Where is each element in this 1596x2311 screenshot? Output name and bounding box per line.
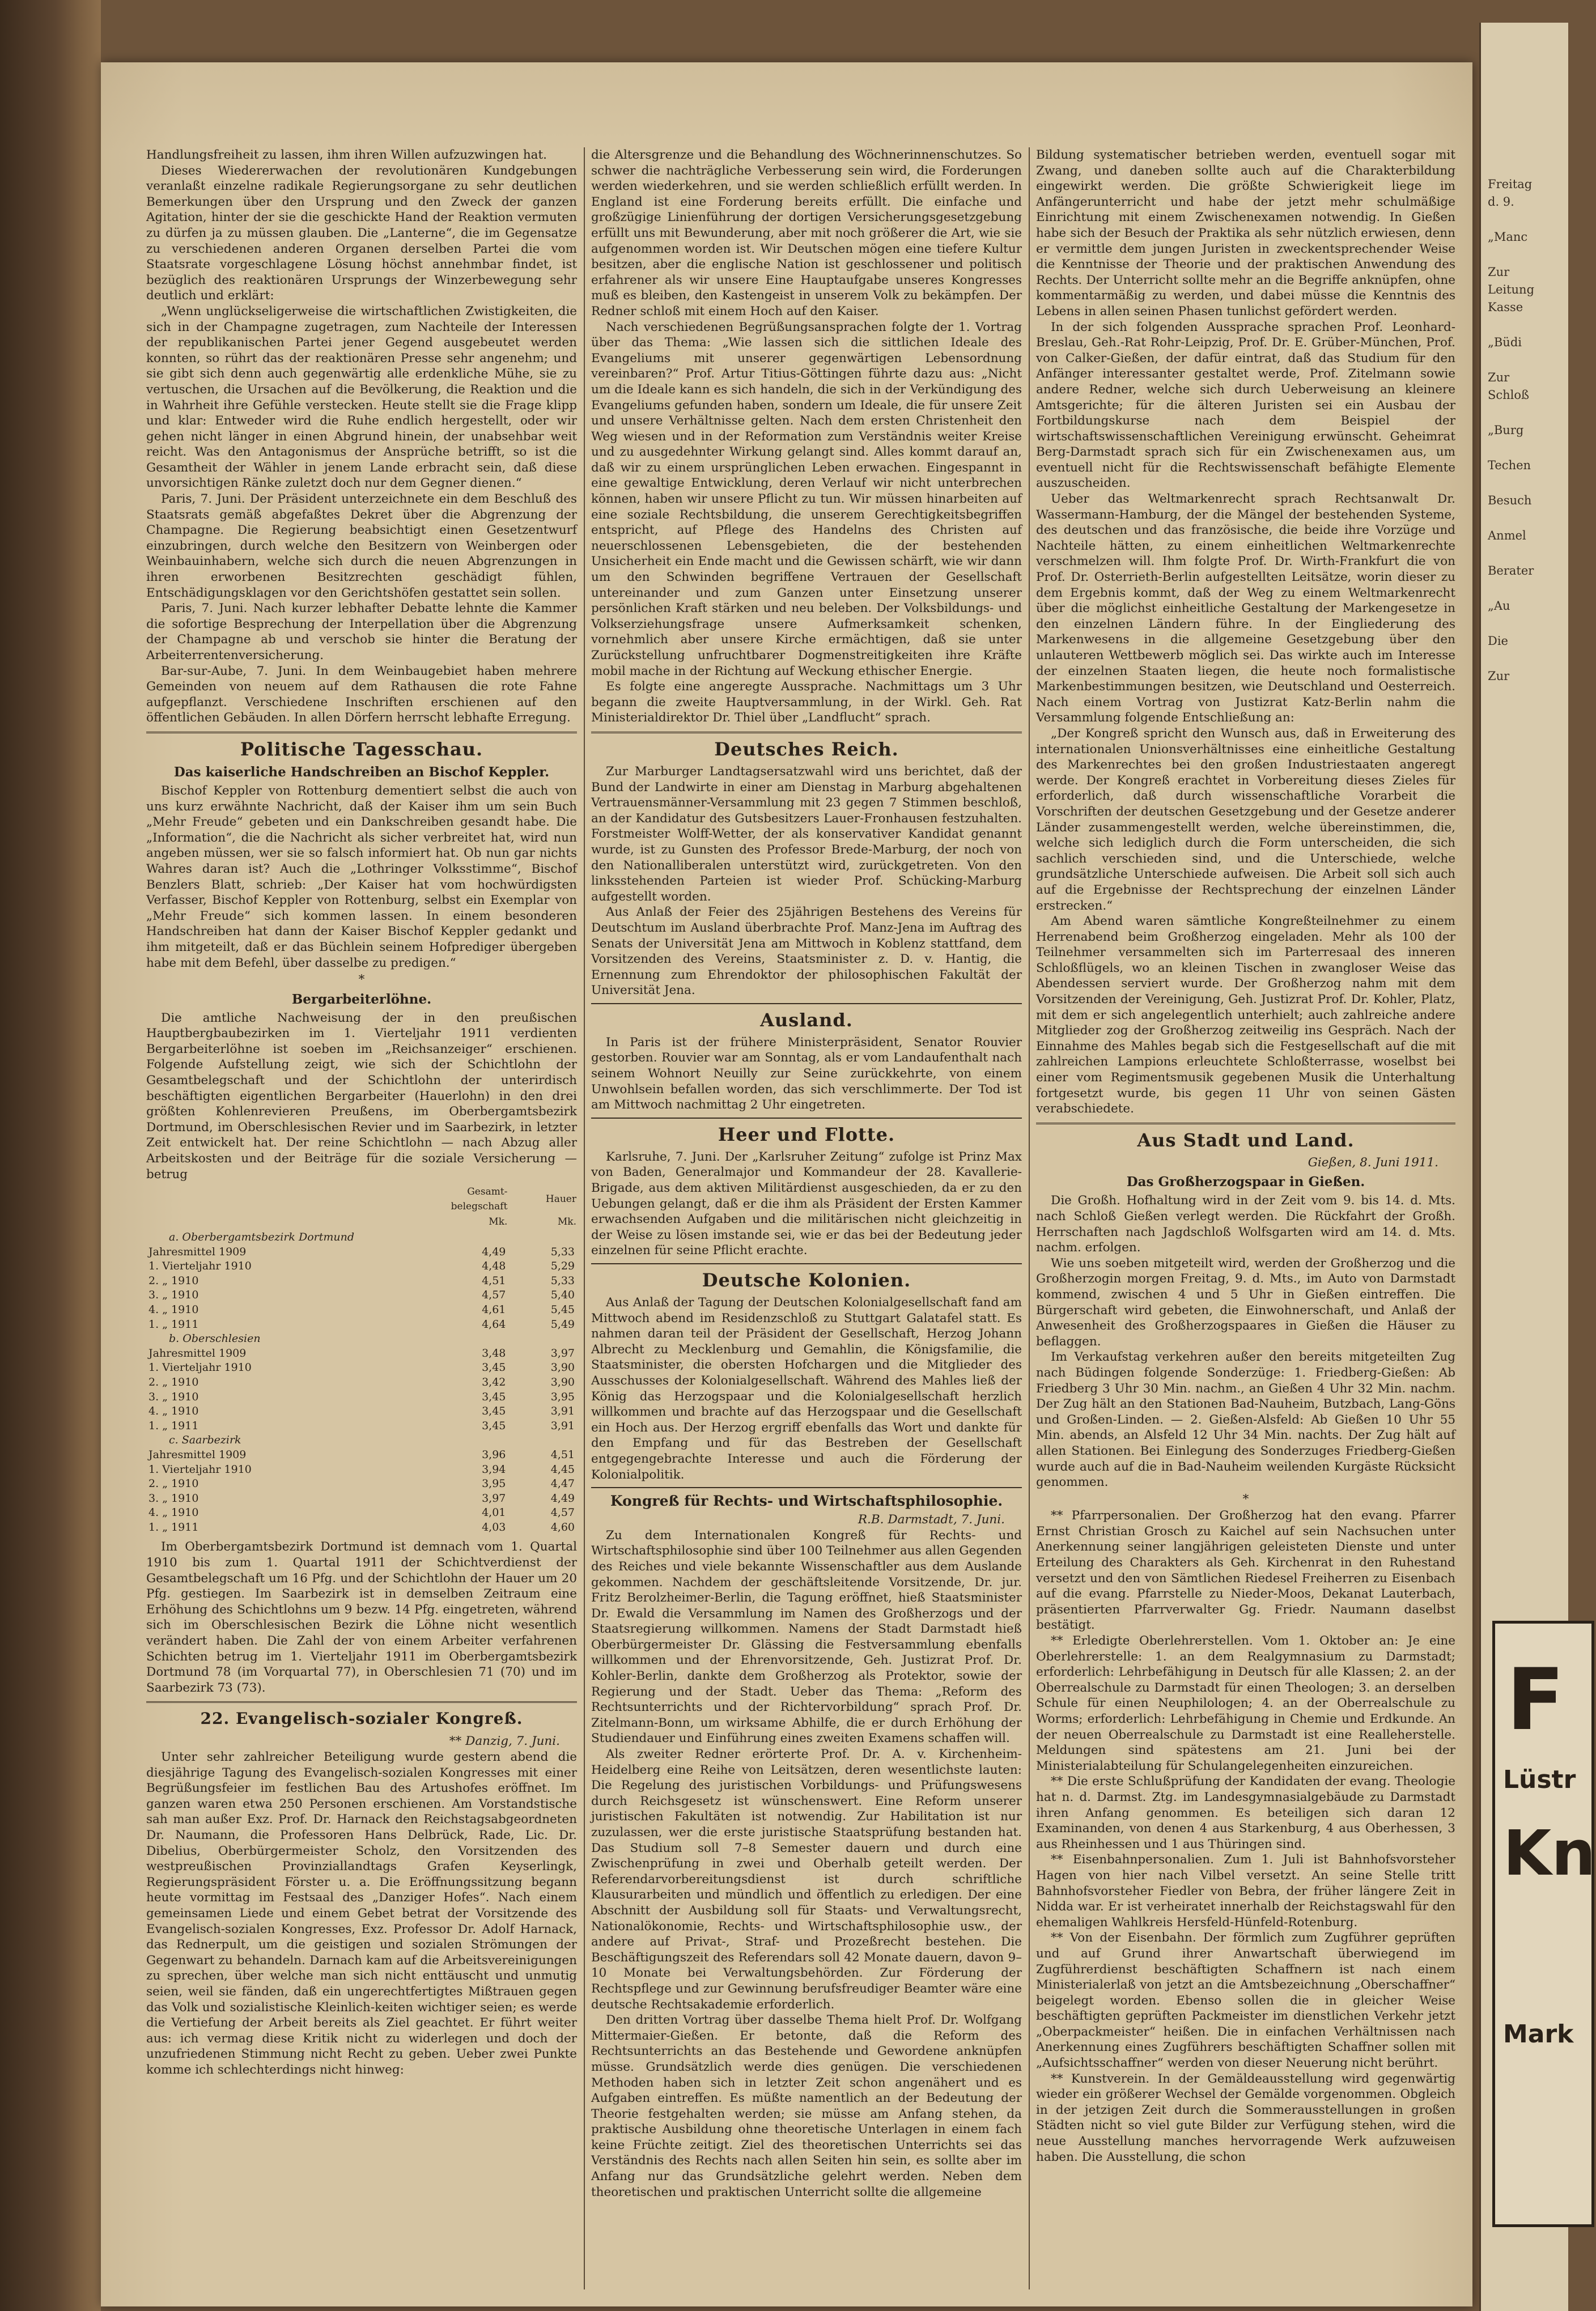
adjacent-page-fragment: [1479, 23, 1596, 2311]
column-rule: [584, 147, 585, 2289]
article-paragraph: Paris, 7. Juni. Der Präsident unterzeichnete ein dem Beschluß des Staatsrats gemäß abgefaßtes Dekret über die Abgrenzung der Champagne. Die Regierung beabsichtigt einen Gesetzentwurf einzubringen, durch welche den Besitzern von Weinbergen oder Weinbauinhabern, welche sich durch die neuen Abgrenzungen in ihren erworbenen Besitzrechten geschädigt fühlen, Entschädigungsklagen vor den Gerichtshöfen gestattet sein sollen.: [146, 492, 577, 600]
section-heading: Deutsches Reich.: [714, 738, 899, 760]
section-divider: [591, 732, 1022, 733]
table-cell: Jahresmittel 1909: [148, 1245, 247, 1258]
advertisement-text: Lüstr: [1503, 1765, 1576, 1794]
article-paragraph: In Paris ist der frühere Ministerpräsident, Senator Rouvier gestorben. Rouvier war am Sonntag, als er vom Landaufenthalt nach seinem Wohnort Neuilly zur Seine zurückkehrte, von einem Unwohlsein befallen worden, das sich verschlimmerte. Der Tod ist am Mittwoch nachmittag 2 Uhr eingetreten.: [591, 1035, 1022, 1112]
table-row: [146, 1288, 577, 1303]
table-cell: 3,45: [482, 1419, 506, 1432]
table-cell: 3,95: [482, 1477, 506, 1490]
table-cell: 3,48: [482, 1346, 506, 1360]
table-cell: 4,49: [482, 1245, 506, 1258]
table-cell: 4,61: [482, 1303, 506, 1316]
table-cell: 4,01: [482, 1506, 506, 1519]
table-section-label: c. Saarbezirk: [169, 1434, 241, 1447]
table-cell: 4,57: [482, 1289, 506, 1302]
article-paragraph: ** Eisenbahnpersonalien. Zum 1. Juli ist Bahnhofsvorsteher Hagen von hier nach Vilbel versetzt. An seine Stelle tritt Bahnhofsvorsteher Fiedler von Bebra, der früher längere Zeit in Nidda war. Er ist verheiratet innerhalb der Reichstagswahl für den ehemaligen Wahlkreis Hersfeld-Hünfeld-Rotenburg.: [1036, 1853, 1455, 1930]
article-paragraph: „Der Kongreß spricht den Wunsch aus, daß in Erweiterung des internationalen Unionsverhältnisses eine einheitliche Gestaltung des Markenrechtes bei den großen Industriestaaten angeregt werde. Der Kongreß erachtet in Vorbereitung dieses Zieles für erforderlich, daß durch wissenschaftliche Vorarbeit die Vorschriften der deutschen Gesetzgebung und der Gesetze anderer Länder zusammengestellt werden, welche übereinstimmen, die, welche sich lediglich durch die Form unterscheiden, die sich sachlich verschieden sind, und die Unterschiede, welche grundsätzliche Unterschiede aufweisen. Die Arbeit soll sich auch auf die Ergebnisse der Rechtsprechung der einzelnen Länder erstrecken.“: [1036, 726, 1455, 913]
dateline: R.B. Darmstadt, 7. Juni.: [858, 1513, 1005, 1527]
section-divider: [591, 1003, 1022, 1004]
table-row: [146, 1448, 577, 1463]
article-paragraph: Am Abend waren sämtliche Kongreßteilnehmer zu einem Herrenabend beim Großherzog eingeladen. Mehr als 100 der Teilnehmer versammelten sich im Parterresaal des inneren Schloßflügels, wo an kleinen Tischen in zwangloser Weise das Abendessen serviert wurde. Der Großherzog nahm mit dem Vorsitzenden der Vereinigung, Geh. Justizrat Prof. Dr. Kohler, Platz, mit dem er sich angelegentlich unterhielt; auch zahlreiche andere Mitglieder zog der Großherzog zeitweilig ins Gespräch. Nach der Einnahme des Mahles begab sich die Festgesellschaft auf die mit zahlreichen Lampions erleuchtete Schloßterrasse, woselbst bei einer vom Regimentsmusik gegebenen Musik die Unterhaltung fortgesetzt wurde, bis gegen 11 Uhr von seinen Gästen verabschiedete.: [1036, 914, 1455, 1116]
section-heading: Ausland.: [760, 1009, 853, 1031]
table-cell: 1. Vierteljahr 1910: [148, 1463, 252, 1476]
table-row: [146, 1303, 577, 1318]
table-cell: 3,97: [482, 1492, 506, 1505]
table-cell: 3,96: [482, 1448, 506, 1461]
table-cell: 3,91: [550, 1419, 575, 1432]
table-section-title: [146, 1230, 577, 1245]
advertisement-box: [1492, 1621, 1594, 2227]
table-cell: 4,47: [550, 1477, 575, 1490]
table-cell: 3,94: [482, 1463, 506, 1476]
article-paragraph: Im Oberbergamtsbezirk Dortmund ist demnach vom 1. Quartal 1910 bis zum 1. Quartal 1911 der Schichtverdienst der Gesamtbelegschaft um 16 Pfg. und der Schichtlohn der Hauer um 20 Pfg. gestiegen. Im Saarbezirk ist in demselben Zeitraum eine Erhöhung des Schichtlohns um 9 bezw. 14 Pfg. eingetreten, während sich im Oberschlesischen Bezirk die Löhne nicht wesentlich verändert haben. Die Zahl der von einem Arbeiter verfahrenen Schichten betrug im 1. Vierteljahr 1911 im Oberbergamtsbezirk Dortmund 78 (im Vorquartal 77), in Oberschlesien 71 (70) und im Saarbezirk 73 (73).: [146, 1540, 577, 1695]
table-row: [146, 1463, 577, 1477]
article-paragraph: die Altersgrenze und die Behandlung des Wöchnerinnenschutzes. So schwer die nachträgliche Verbesserung sein wird, die Forderungen werden wiederkehren, und sie werden schließlich erfüllt werden. In England ist eine Forderung bereits erfüllt. Die einfache und großzügige Linienführung der dortigen Versicherungsgesetzgebung erfüllt uns mit Bewunderung, aber mit noch größerer die Art, wie sie aufgenommen worden ist. Wir Deutschen mögen eine tiefere Kultur besitzen, aber die englische Nation ist geschlossener und politisch erfahrener als wir unsere Eine Hauptaufgabe unseres Kongresses muß es bleiben, den Kastengeist in unserem Volk zu bekämpfen. Der Redner schloß mit einem Hoch auf den Kaiser.: [591, 148, 1022, 318]
column-1: [146, 147, 577, 2289]
table-cell: 5,29: [550, 1260, 575, 1273]
table-row: [146, 1492, 577, 1506]
table-row: [146, 1245, 577, 1260]
wage-table: [146, 1184, 577, 1535]
article-paragraph: Ueber das Weltmarkenrecht sprach Rechtsanwalt Dr. Wassermann-Hamburg, der die Mängel der bestehenden Systeme, des deutschen und das französische, die beide ihre Vorzüge und Nachteile hätten, zu einem einheitlichen Weltmarkenrechte verschmelzen will. Ihm folgte Prof. Dr. Wirth-Frankfurt die von Prof. Dr. Osterrieth-Berlin aufgestellten Leitsätze, worin dieser zu dem Ergebnis kommt, daß der Weg zu einem Weltmarkenrecht über die möglichst einheitliche Gestaltung der Markengesetze in den einzelnen Ländern führe. In der Eingliederung des Markenwesens in die allgemeine Gesetzgebung über den unlauteren Wettbewerb möglich sei. Das wirkte auch im Interesse der einzelnen Staaten liegen, die heute noch formalistische Markenbestimmungen besitzen, wie Deutschland und Oesterreich. Nach einem Vortrag von Justizrat Katz-Berlin nahm die Versammlung folgende Entschließung an:: [1036, 492, 1455, 725]
table-header: Hauer: [545, 1193, 576, 1205]
article-paragraph: ** Kunstverein. In der Gemäldeausstellung wird gegenwärtig wieder ein größerer Wechsel der Gemälde vorgenommen. Obgleich in der jetzigen Zeit durch die Sommerausstellungen in großen Städten nicht so viel gute Bilder zur Verfügung stehen, wird die neue Ausstellung manches hervorragende Werk aufzuweisen haben. Die Ausstellung, die schon: [1036, 2071, 1455, 2164]
table-row: [146, 1274, 577, 1289]
column-rule: [1029, 147, 1030, 2289]
table-cell: Jahresmittel 1909: [148, 1346, 247, 1360]
article-paragraph: Zur Marburger Landtagsersatzwahl wird uns berichtet, daß der Bund der Landwirte in einer am Dienstag in Marburg abgehaltenen Vertrauensmänner-Versammlung mit 23 gegen 7 Stimmen beschloß, an der Kandidatur des Gutsbesitzers Lauer-Fronhausen festzuhalten. Forstmeister Wolff-Wetter, der als konservativer Kandidat genannt wurde, ist zu Gunsten des Professor Brede-Marburg, der noch von den Nationalliberalen unterstützt wird, zurückgetreten. Von den linksstehenden Parteien ist wieder Prof. Schücking-Marburg aufgestellt worden.: [591, 764, 1022, 904]
table-cell: 1. Vierteljahr 1910: [148, 1260, 252, 1273]
table-cell: 1. „ 1911: [148, 1520, 199, 1533]
article-heading: Kongreß für Rechts- und Wirtschaftsphilosophie.: [610, 1493, 1003, 1510]
section-divider: [1036, 1123, 1455, 1124]
article-paragraph: Dieses Wiedererwachen der revolutionären Kundgebungen veranlaßt einzelne radikale Regierungsorgane zu sehr deutlichen Bemerkungen über den Ursprung und den Zweck der ganzen Agitation, hinter der sie die geschickte Hand der Reaktion vermuten zu dürfen ja zu müssen glauben. Die „Lanterne“, die im Gegensatze zu verschiedenen anderen Organen derselben Partei die vom Staatsrate vorgeschlagene Lösung höchst annehmbar findet, ist bezüglich des reaktionären Ursprungs der Winzerbewegung sehr deutlich und erklärt:: [146, 163, 577, 303]
article-paragraph: Den dritten Vortrag über dasselbe Thema hielt Prof. Dr. Wolfgang Mittermaier-Gießen. Er betonte, daß die Reform des Rechtsunterrichts an das Bestehende und Gewordene anknüpfen müsse. Grundsätzlich werde dies genügen. Die verschiedenen Methoden haben sich in letzter Zeit schon angenähert und es Aufgaben eintreffen. Es müßte namentlich an der Bedeutung der Theorie festgehalten werden; sie müsse am Anfang stehen, da praktische Ausbildung ohne theoretische Unterlagen in einem fach keine Früchte zeitigt. Ziel des theoretischen Unterrichts sei das Verständnis des Rechts nach allen Seiten hin sein, es sollte aber im Anfang nur das Grundsätzliche gelehrt werden. Neben dem theoretischen und praktischen Unterricht sollte die allgemeine: [591, 2013, 1022, 2199]
table-row: [146, 1361, 577, 1375]
table-row: [146, 1259, 577, 1274]
article-paragraph: ** Von der Eisenbahn. Der förmlich zum Zugführer geprüften und auf Grund ihrer Anwartschaft überwiegend im Zugführerdienst beschäftigten Schaffnern ist nach einem Ministerialerlaß von jetzt an die Amtsbezeichnung „Oberschaffner“ beigelegt worden. Ebenso sollen die in gleicher Weise beschäftigten geprüften Packmeister im dienstlichen Verkehr jetzt „Oberpackmeister“ heißen. Die in einfachen Verhältnissen nach Anerkennung eines Zugführers beschäftigten Schaffner sollen mit „Aufsichtsschaffner“ werden von dieser Neuerung nicht berührt.: [1036, 1931, 1455, 2071]
table-row: [146, 1506, 577, 1520]
article-paragraph: In der sich folgenden Aussprache sprachen Prof. Leonhard-Breslau, Geh.-Rat Rohr-Leipzig, Prof. Dr. E. Grüber-München, Prof. von Calker-Gießen, der dafür eintrat, daß das Studium für den Anfänger interessanter gestaltet werde, Prof. Zitelmann sowie andere Redner, welche sich durch Ueberweisung an kleinere Amtsgerichte; für die älteren Juristen sei ein Ausbau der Fortbildungskurse nach dem Beispiel der wirtschaftswissenschaftlichen Vereinigung erwünscht. Geheimrat Berg-Darmstadt sprach sich für ein Zwischenexamen aus, um eventuell nicht für die Rechtswissenschaft befähigte Elemente auszuscheiden.: [1036, 320, 1455, 491]
table-cell: 4,51: [550, 1448, 575, 1461]
table-cell: 4,03: [482, 1520, 506, 1533]
section-heading: Deutsche Kolonien.: [702, 1269, 911, 1291]
table-cell: 1. Vierteljahr 1910: [148, 1361, 252, 1374]
article-paragraph: Paris, 7. Juni. Nach kurzer lebhafter Debatte lehnte die Kammer die sofortige Besprechung der Interpellation über die Abgrenzung der Champagne ab und verschob sie hinter die Beratung der Arbeiterrentenversicherung.: [146, 601, 577, 662]
article-heading: Bergarbeiterlöhne.: [291, 991, 432, 1007]
book-binding: [0, 0, 101, 2311]
table-cell: 3,45: [482, 1361, 506, 1374]
table-cell: 4,57: [550, 1506, 575, 1519]
table-cell: 3,91: [550, 1405, 575, 1418]
separator-star: *: [358, 972, 365, 987]
table-cell: 5,40: [550, 1289, 575, 1302]
section-divider: [591, 1487, 1022, 1488]
table-section-label: a. Oberbergamtsbezirk Dortmund: [169, 1231, 355, 1243]
table-section-title: [146, 1332, 577, 1346]
section-heading: 22. Evangelisch-sozialer Kongreß.: [200, 1709, 523, 1728]
article-heading: Das kaiserliche Handschreiben an Bischof Keppler.: [173, 764, 550, 780]
table-cell: 5,49: [550, 1318, 575, 1331]
table-cell: 3,42: [482, 1375, 506, 1388]
table-cell: 4,49: [550, 1492, 575, 1505]
table-cell: Jahresmittel 1909: [148, 1448, 247, 1461]
article-paragraph: „Wenn unglückseligerweise die wirtschaftlichen Zwistigkeiten, die sich in der Champagne zugetragen, zum Nachteile der Interessen der republikanischen Partei jener Gegend ausgebeutet werden konnten, so rührt das der reaktionären Presse sehr angenehm; und sie gibt sich denn auch gegenwärtig alle erdenkliche Mühe, sie zu vertuschen, die Ursachen auf die Bevölkerung, die Reaktion und die in Wahrheit ihre Gefühle verstecken. Heute stellt sie die Frage klipp und klar: Entweder wird die Ruhe endlich hergestellt, oder wir gehen nicht länger in einen Abgrund hinein, der unabsehbar weit reicht. Was den Antagonismus der Ansprüche betrifft, so ist die Gesamtheit der Wähler in jenem Lande erbracht sein, daß diese unvorsichtigen Ränke zuletzt doch nur dem Gegner dienen.“: [146, 304, 577, 491]
section-divider: [146, 1701, 577, 1703]
article-paragraph: Handlungsfreiheit zu lassen, ihm ihren Willen aufzuzwingen hat.: [146, 148, 547, 162]
article-paragraph: Die amtliche Nachweisung der in den preußischen Hauptbergbaubezirken im 1. Vierteljahr 1911 verdienten Bergarbeiterlöhne ist soeben im „Reichsanzeiger“ erschienen. Folgende Aufstellung zeigt, wie sich der Schichtlohn der Gesamtbelegschaft und der Schichtlohn der unterirdisch beschäftigten eigentlichen Bergarbeiter (Hauerlohn) in den drei größten Kohlenrevieren Preußens, im Oberbergamtsbezirk Dortmund, im Oberschlesischen Revier und im Saarbezirk, in letzter Zeit entwickelt hat. Der reine Schichtlohn — nach Abzug aller Arbeitskosten und der Beiträge für die soziale Versicherung — betrug: [146, 1010, 577, 1182]
table-section-label: b. Oberschlesien: [169, 1332, 261, 1345]
table-cell: 3,95: [550, 1390, 575, 1403]
article-paragraph: Unter sehr zahlreicher Beteiligung wurde gestern abend die diesjährige Tagung des Evangelisch-sozialen Kongresses mit einer Begrüßungsfeier im festlichen Bau des Artushofes eröffnet. Im ganzen waren etwa 250 Personen erschienen. Am Vorstandstische sah man außer Exz. Prof. Dr. Harnack den Reichstagsabgeordneten Dr. Naumann, die Professoren Hans Delbrück, Rade, Lic. Dr. Dibelius, Oberbürgermeister Scholz, den Vorsitzenden des westpreußischen Provinziallandtags Grafen Keyserlingk, Regierungspräsident Förster u. a. Die Eröffnungssitzung begann heute vormittag im Festsaal des „Danziger Hofes“. Nach einem gemeinsamen Liede und einem Gebet betrat der Vorsitzende des Evangelisch-sozialen Kongresses, Exz. Professor Dr. Adolf Harnack, das Rednerpult, um die geistigen und sozialen Strömungen der Gegenwart zu behandeln. Darnach kam auf die Arbeitsvereinigungen zu sprechen, über welche man sich nicht enttäuscht und unmutig seien, weil sie fänden, daß ein ungerechtfertigtes Mißtrauen gegen das Volk und sozialistische Kleinlich-keiten wichtiger seien; es werde die Vertiefung der Arbeit bereits als Ziel geachtet. Er führt weiter aus: ich vermag diese Kritik nicht zu widerlegen und doch der unzufriedenen Stimmung nicht Recht zu geben. Ueber zwei Punkte komme ich schlechterdings nicht hinweg:: [146, 1750, 577, 2077]
table-cell: 2. „ 1910: [148, 1477, 199, 1490]
table-cell: 3. „ 1910: [148, 1390, 199, 1403]
dateline: ** Danzig, 7. Juni.: [449, 1734, 560, 1749]
table-cell: 4,64: [482, 1318, 506, 1331]
article-paragraph: ** Erledigte Oberlehrerstellen. Vom 1. Oktober an: Je eine Oberlehrerstelle: 1. an dem Realgymnasium zu Darmstadt; erforderlich: Lehrbefähigung in Deutsch für alle Klassen; 2. an der Oberrealschule zu Darmstadt für einen Theologen; 3. an derselben Schule für einen Neuphilologen; 4. an der Oberrealschule zu Worms; erforderlich: Lehrbefähigung in Chemie und Erdkunde. An der neuen Oberrealschule zu Darmstadt ist eine Realleherstelle. Meldungen sind spätestens am 21. Juni bei der Ministerialabteilung für Schulangelegenheiten einzureichen.: [1036, 1634, 1455, 1773]
section-divider: [591, 1263, 1022, 1264]
table-cell: 1. „ 1911: [148, 1318, 199, 1331]
advertisement-text: Mark: [1503, 2020, 1574, 2049]
article-paragraph: Karlsruhe, 7. Juni. Der „Karlsruher Zeitung“ zufolge ist Prinz Max von Baden, Generalmajor und Kommandeur der 28. Kavallerie-Brigade, aus dem aktiven Militärdienst ausgeschieden, da er zu den Uebungen gelangt, daß er die ihm als Präsident der Ersten Kammer erwachsenden Aufgaben und die militärischen nicht gleichzeitig in der Weise zu lösen imstande sei, wie er das bei der Bedeutung jeder einzelnen für seine Pflicht erachte.: [591, 1149, 1022, 1258]
table-unit: Mk.: [489, 1216, 508, 1228]
table-row: [146, 1520, 577, 1535]
table-row: [146, 1346, 577, 1361]
table-unit: Mk.: [557, 1216, 576, 1228]
article-paragraph: Wie uns soeben mitgeteilt wird, werden der Großherzog und die Großherzogin morgen Freitag, 9. d. Mts., im Auto von Darmstadt kommend, zwischen 4 und 5 Uhr in Gießen eintreffen. Die Bürgerschaft wird gebeten, die Einwohnerschaft, und Anlaß der Anwesenheit des Großherzogspaares in Gießen die Häuser zu beflaggen.: [1036, 1256, 1455, 1349]
table-cell: 4,48: [482, 1260, 506, 1273]
table-cell: 2. „ 1910: [148, 1274, 199, 1287]
adjacent-page-text: Freitag d. 9. „Manc Zur Leitung Kasse „Büdi Zur Schloß „Burg Techen Besuch Anmel Berater „Au Die Zur: [1488, 177, 1535, 683]
table-cell: 5,33: [550, 1245, 575, 1258]
table-cell: 4. „ 1910: [148, 1506, 199, 1519]
article-paragraph: Bischof Keppler von Rottenburg dementiert selbst die auch von uns kurz erwähnte Nachricht, daß der Kaiser ihm um sein Buch „Mehr Freude“ gebeten und ein Dankschreiben gesandt habe. Die „Information“, die die Nachricht als sicher verbreitet hat, wird nun angeben müssen, wer sie so falsch informiert hat. Ob nun gar nichts Wahres daran ist? Auch die „Lothringer Volksstimme“, Bischof Benzlers Blatt, schrieb: „Der Kaiser hat vom hochwürdigsten Verfasser, Bischof Keppler von Rottenburg, selbst ein Exemplar von „Mehr Freude“ sich kommen lassen. In einem besonderen Handschreiben hat dann der Kaiser Bischof Keppler gedankt und ihm mitgeteilt, daß er das Büchlein seinem Hofprediger übergeben habe mit dem Befehl, über dasselbe zu predigen.“: [146, 783, 577, 970]
article-paragraph: ** Die erste Schlußprüfung der Kandidaten der evang. Theologie hat n. d. Darmst. Ztg. im Landesgymnasialgebäude zu Darmstadt ihren Anfang genommen. Es beteiligen sich daran 12 Examinanden, von denen 4 aus Starkenburg, 4 aus Oberhessen, 3 aus Rheinhessen und 1 aus Thüringen sind.: [1036, 1774, 1455, 1851]
table-row: [146, 1318, 577, 1332]
table-row: [146, 1390, 577, 1405]
table-row: [146, 1375, 577, 1390]
separator-star: *: [1242, 1492, 1249, 1506]
article-paragraph: Aus Anlaß der Feier des 25jährigen Bestehens des Vereins für Deutschtum im Ausland überbrachte Prof. Manz-Jena im Auftrag des Senats der Universität Jena am Mittwoch in Koblenz stattfand, dem Vorsitzenden des Vereins, Staatsminister z. D. v. Hantig, die Ernennung zum Ehrendoktor der philosophischen Fakultät der Universität Jena.: [591, 905, 1022, 998]
table-cell: 1. „ 1911: [148, 1419, 199, 1432]
table-row: [146, 1477, 577, 1492]
table-cell: 3. „ 1910: [148, 1492, 199, 1505]
table-cell: 2. „ 1910: [148, 1375, 199, 1388]
section-heading: Politische Tagesschau.: [240, 738, 483, 760]
article-paragraph: Aus Anlaß der Tagung der Deutschen Kolonialgesellschaft fand am Mittwoch abend im Residenzschloß zu Stuttgart Galatafel statt. Es nahmen daran teil der Präsident der Gesellschaft, Herzog Johann Albrecht zu Mecklenburg und Gemahlin, die Königsfamilie, die Staatsminister, die obersten Hofchargen und die Mitglieder des Ausschusses der Kolonialgesellschaft. Während des Mahles ließ der König das Herzogspaar und die Kolonialgesellschaft herzlich willkommen und brachte auf das Herzogspaar und die Gesellschaft ein Hoch aus. Der Herzog ergriff ebenfalls das Wort und dankte für den Empfang und für das Bestreben der Gesellschaft entgegengebrachte Interesse und auch die Förderung der Kolonialpolitik.: [591, 1295, 1022, 1482]
table-cell: 4,45: [550, 1463, 575, 1476]
table-cell: 5,33: [550, 1274, 575, 1287]
article-paragraph: Zu dem Internationalen Kongreß für Rechts- und Wirtschaftsphilosophie sind über 100 Teilnehmer aus allen Gegenden des Reiches und viele bekannte Wissenschaftler aus dem Auslande gekommen. Nachdem der geschäftsleitende Vorsitzende, Dr. jur. Fritz Berolzheimer-Berlin, die Tagung eröffnet, hieß Staatsminister Dr. Ewald die Versammlung im Namen des Großherzogs und der Staatsregierung willkommen. Namens der Stadt Darmstadt hieß Oberbürgermeister Dr. Glässing die Festversammlung ebenfalls willkommen und der Ehrenvorsitzende, Geh. Justizrat Prof. Dr. Kohler-Berlin, dankte dem Großherzog als Protektor, sowie der Regierung und der Stadt. Ueber das Thema: „Reform des Rechtsunterrichts und der Richtervorbildung“ sprach Prof. Dr. Zitelmann-Bonn, um wirksame Abhilfe, die er durch Erhöhung der Studiendauer und Einführung eines zweiten Examens schaffen will.: [591, 1528, 1022, 1746]
table-cell: 3,90: [550, 1361, 575, 1374]
article-paragraph: Bildung systematischer betrieben werden, eventuell sogar mit Zwang, und daneben sollte auch auf die Charakterbildung eingewirkt werden. Die größte Schwierigkeit liege im Anfängerunterricht und habe der jetzt mehr schulmäßige Einrichtung mit einem Zwischenexamen notwendig. In Gießen habe sich der Besuch der Praktika als sehr nützlich erwiesen, denn er vermittle dem jungen Juristen in zweckentsprechender Weise die Kenntnisse der Theorie und der praktischen Anwendung des Rechts. Der Unterricht sollte mehr an die Begriffe anknüpfen, ohne kommentarmäßig zu werden, und dabei müsse die Kenntnis des Lebens in allen seinen Phasen tunlichst gefördert werden.: [1036, 148, 1455, 318]
table-cell: 3,45: [482, 1405, 506, 1418]
table-cell: 4. „ 1910: [148, 1303, 199, 1316]
article-paragraph: Als zweiter Redner erörterte Prof. Dr. A. v. Kirchenheim-Heidelberg eine Reihe von Leitsätzen, deren wesentlichste lauten: Die Regelung des juristischen Vorbildungs- und Prüfungswesens durch Reichsgesetz ist wünschenswert. Eine Reform unserer juristischen Fakultäten ist notwendig. Zur Habilitation ist nur zuzulassen, wer die erste juristische Staatsprüfung bestanden hat. Das Studium soll 7–8 Semester dauern und durch eine Zwischenprüfung in zwei und Oberhalb geteilt werden. Der Referendarvorbereitungsdienst ist durch schriftliche Klausurarbeiten und mündlich und öffentlich zu erledigen. Der eine Abschnitt der Ausbildung soll für Staats- und Verwaltungsrecht, Nationalökonomie, Rechts- und Wirtschaftsphilosophie usw., der andere auf Privat-, Straf- und Prozeßrecht bestehen. Die Beschäftigungszeit des Referendars soll 42 Monate dauern, davon 9–10 Monate bei Verwaltungsbehörden. Zur Förderung der Rechtspflege und zur Gewinnung berufsfreudiger Beamter wäre eine deutsche Rechtsakademie erforderlich.: [591, 1747, 1022, 2012]
article-paragraph: ** Pfarrpersonalien. Der Großherzog hat den evang. Pfarrer Ernst Christian Grosch zu Kaichel auf sein Nachsuchen unter Anerkennung seiner langjährigen geleisteten Dienste und unter Erteilung des Charakters als Geh. Kirchenrat in den Ruhestand versetzt und den von Sämtlichen Riedesel Freiherren zu Eisenbach auf die evang. Pfarrstelle zu Nieder-Moos, Dekanat Lauterbach, präsentierten Pfarrverwalter Gg. Friedr. Naumann daselbst bestätigt.: [1036, 1509, 1455, 1633]
table-cell: 5,45: [550, 1303, 575, 1316]
advertisement-text: Kn: [1503, 1817, 1596, 1889]
advertisement-letter: F: [1506, 1651, 1565, 1749]
dateline: Gießen, 8. Juni 1911.: [1308, 1155, 1438, 1170]
article-paragraph: Die Großh. Hofhaltung wird in der Zeit vom 9. bis 14. d. Mts. nach Schloß Gießen verlegt werden. Die Rückfahrt der Großh. Herrschaften nach Jagdschloß Wolfsgarten wird am 14. d. Mts. nachm. erfolgen.: [1036, 1193, 1455, 1255]
table-row: [146, 1419, 577, 1434]
table-header: Gesamt-belegschaft: [451, 1186, 508, 1212]
section-divider: [146, 732, 577, 733]
column-3: [1036, 147, 1455, 2289]
article-paragraph: Bar-sur-Aube, 7. Juni. In dem Weinbaugebiet haben mehrere Gemeinden von neuem auf dem Rathausen die rote Fahne aufgepflanzt. Verschiedene Inschriften erschienen auf den öffentlichen Gebäuden. In allen Dörfern herrscht lebhafte Erregung.: [146, 664, 577, 725]
article-paragraph: Es folgte eine angeregte Aussprache. Nachmittags um 3 Uhr begann die zweite Hauptversammlung, in der Wirkl. Geh. Rat Ministerialdirektor Dr. Thiel über „Landflucht“ sprach.: [591, 679, 1022, 725]
section-heading: Heer und Flotte.: [718, 1123, 895, 1145]
table-cell: 4,60: [550, 1520, 575, 1533]
table-row: [146, 1404, 577, 1419]
article-paragraph: Nach verschiedenen Begrüßungsansprachen folgte der 1. Vortrag über das Thema: „Wie lassen sich die sittlichen Ideale des Evangeliums mit unserer gegenwärtigen Lebensordnung vereinbaren?“ Prof. Artur Titius-Göttingen führte dazu aus: „Nicht um die Ideale kann es sich handeln, die sich in der Verkündigung des Evangeliums gefunden haben, sondern um Ideale, die für unsere Zeit und unsere Verhältnisse gelten. Nach dem ersten Christenheit den Weg wiesen und in der Reformation zum Verständnis weiter Kreise und zu ausgedehnter Wirkung gelangt sind. Alles kommt darauf an, daß wir zu einem ursprünglichen Leben erwachen. Eingespannt in eine gewaltige Entwicklung, deren Verlauf wir nicht unterbrechen können, haben wir unsere Pflicht zu tun. Wir müssen hinarbeiten auf eine soziale Rechtsbildung, die unserem Gerechtigkeitsbegriffen entspricht, auf Pflege des Handelns des Christen auf neuerschlossenen Lebensgebieten, die der bestehenden Unsicherheit ein Ende macht und die Gewissen schärft, wie wir dann um den Schwinden begriffene Vertrauen der Gesellschaft untereinander und zum Ganzen unter Einsetzung unserer persönlichen Kraft stärken und neu beleben. Der Volksbildungs- und Volkserziehungsfrage unsere Aufmerksamkeit schenken, vornehmlich aber unsere Kirche ermächtigen, daß sie unter Zurückstellung unfruchtbarer Dogmenstreitigkeiten ihre Kräfte mobil mache in der Richtung auf Weckung ethischer Energie.: [591, 320, 1022, 678]
section-heading: Aus Stadt und Land.: [1137, 1129, 1355, 1151]
table-cell: 4,51: [482, 1274, 506, 1287]
table-cell: 3,90: [550, 1375, 575, 1388]
table-section-title: [146, 1433, 577, 1448]
article-paragraph: Im Verkaufstag verkehren außer den bereits mitgeteilten Zug nach Büdingen folgende Sonderzüge: 1. Friedberg-Gießen: Ab Friedberg 3 Uhr 30 Min. nachm., an Gießen 4 Uhr 32 Min. nachm. Der Zug hält an den Stationen Bad-Nauheim, Butzbach, Lang-Göns und Großen-Linden. — 2. Gießen-Alsfeld: Ab Gießen 10 Uhr 55 Min. abends, an Alsfeld 12 Uhr 34 Min. nachts. Der Zug hält auf allen Stationen. Bei Einlegung des Sonderzuges Friedberg-Gießen wurde auch auf die in Bad-Nauheim weilenden Kurgäste Rücksicht genommen.: [1036, 1350, 1455, 1490]
newspaper-page: [101, 62, 1472, 2306]
table-cell: 4. „ 1910: [148, 1405, 199, 1418]
column-2: [591, 147, 1022, 2289]
table-cell: 3,97: [550, 1346, 575, 1360]
article-heading: Das Großherzogspaar in Gießen.: [1126, 1174, 1365, 1190]
table-cell: 3,45: [482, 1390, 506, 1403]
table-cell: 3. „ 1910: [148, 1289, 199, 1302]
section-divider: [591, 1118, 1022, 1119]
